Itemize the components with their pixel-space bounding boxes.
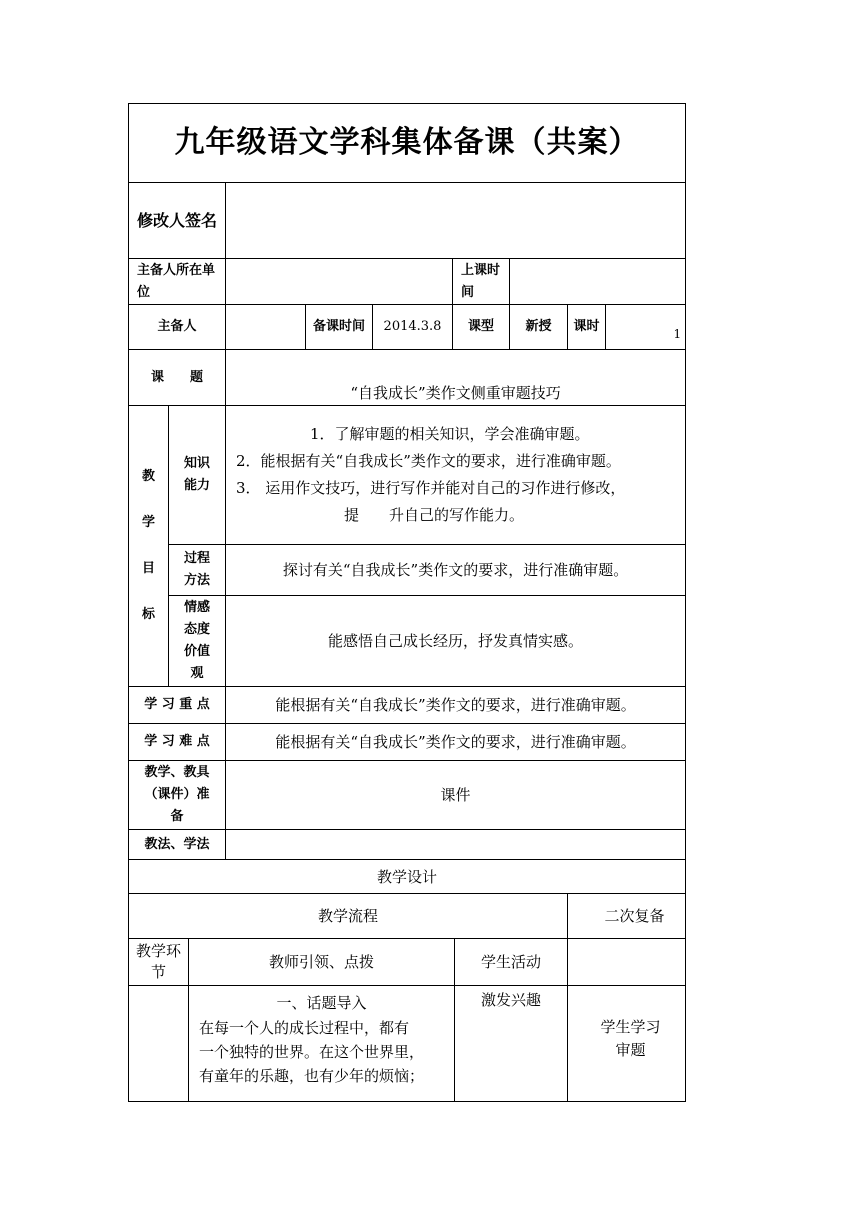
stage-cell [129,986,189,1102]
lesson-plan-table [128,103,686,894]
design-header: 教学设计 [129,860,686,894]
preparer-label: 主备人 [129,305,226,350]
knowledge-goal-4: 提 升自己的写作能力。 [344,506,525,524]
teacher-text-line-2: 一个独特的世界。在这个世界里， [199,1043,425,1061]
class-time-label: 上课时间 [453,259,510,305]
teacher-text-line-3: 有童年的乐趣，也有少年的烦恼； [199,1067,425,1085]
teacher-cell [189,986,455,1102]
emotion-goal: 能感悟自己成长经历，抒发真情实感。 [226,596,686,687]
review-column-header [568,939,686,986]
class-hours-value: 1 [673,327,682,341]
student-column-header: 学生活动 [455,939,568,986]
topic-value: “自我成长”类作文侧重审题技巧 [226,350,686,406]
topic-label: 课 题 [129,350,226,406]
methods-field[interactable] [226,830,686,860]
lesson-plan-document [128,103,685,1102]
knowledge-goal-1: 1．了解审题的相关知识，学会准确审题。 [310,425,590,443]
lesson-type-value: 新授 [510,305,568,350]
process-label: 过程方法 [169,545,226,596]
class-time-field[interactable] [510,259,686,305]
knowledge-label: 知识能力 [169,406,226,545]
document-title: 九年级语文学科集体备课（共案） [129,104,686,183]
lesson-type-label: 课型 [453,305,510,350]
prep-time-value: 2014.3.8 [373,305,453,350]
key-point-label: 学 习 重 点 [129,687,226,724]
class-hours-cell [606,305,686,350]
student-activity: 激发兴趣 [455,986,568,1102]
unit-field[interactable] [226,259,453,305]
goals-label: 教 学 目 标 [129,406,169,687]
emotion-label: 情感态度价值观 [169,596,226,687]
process-goal: 探讨有关“自我成长”类作文的要求，进行准确审题。 [226,545,686,596]
materials-label: 教学、教具（课件）准 备 [129,761,226,830]
knowledge-goal-3: 3． 运用作文技巧，进行写作并能对自己的习作进行修改， [236,479,626,497]
materials-value: 课件 [226,761,686,830]
editor-label: 修改人签名 [129,183,226,259]
prep-time-label: 备课时间 [306,305,373,350]
teacher-column-header: 教师引领、点拨 [189,939,455,986]
teacher-section-title: 一、话题导入 [276,994,367,1012]
second-review-cell: 学生学习审题 [568,986,686,1102]
methods-label: 教法、学法 [129,830,226,860]
second-review-label: 二次复备 [568,894,686,939]
stage-column-header: 教学环节 [129,939,189,986]
knowledge-goal-2: 2．能根据有关“自我成长”类作文的要求，进行准确审题。 [236,452,621,470]
difficulty-value: 能根据有关“自我成长”类作文的要求，进行准确审题。 [226,724,686,761]
preparer-field[interactable] [226,305,306,350]
flow-label: 教学流程 [129,894,568,939]
key-point-value: 能根据有关“自我成长”类作文的要求，进行准确审题。 [226,687,686,724]
class-hours-label: 课时 [568,305,606,350]
difficulty-label: 学 习 难 点 [129,724,226,761]
editor-signature-field[interactable] [226,183,686,259]
teacher-text-line-1: 在每一个人的成长过程中，都有 [199,1019,410,1037]
unit-label: 主备人所在单位 [129,259,226,305]
design-table [128,893,686,1102]
knowledge-goals [226,406,686,545]
